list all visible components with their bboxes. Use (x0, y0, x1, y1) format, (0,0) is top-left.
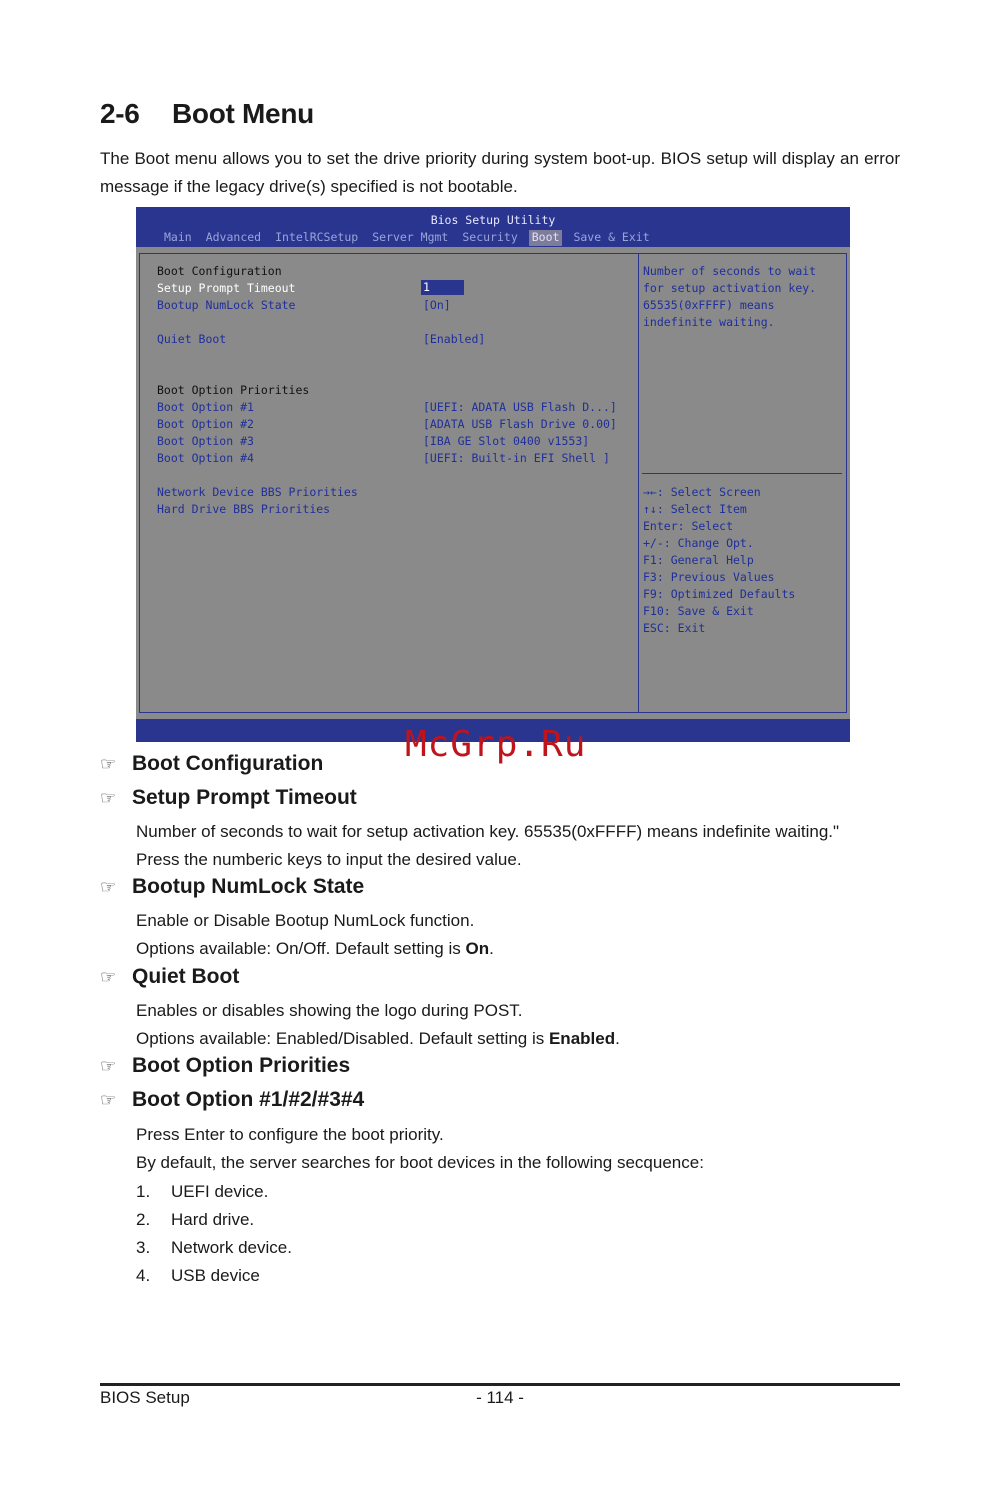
bios-menu-advanced[interactable]: Advanced (205, 230, 262, 244)
setup-prompt-description-1: Number of seconds to wait for setup activation key. 65535(0xFFFF) means indefinite waiting." (136, 822, 840, 841)
quiet-boot-description-2: Options available: Enabled/Disabled. Default setting is Enabled. (136, 1029, 620, 1048)
bios-boot-option-2-value[interactable]: [ADATA USB Flash Drive 0.00] (423, 417, 617, 431)
bios-key-change-opt: +/-: Change Opt. (643, 536, 754, 550)
bios-network-bbs-priorities[interactable]: Network Device BBS Priorities (157, 485, 358, 499)
footer-chapter: BIOS Setup (100, 1388, 190, 1407)
section-title: Boot Menu (172, 98, 314, 129)
bios-menu-security[interactable]: Security (462, 230, 518, 244)
quiet-boot-default-value: Enabled (548, 1029, 616, 1048)
heading-boot-option-numbers: ☞ Boot Option #1/#2/#3#4 (100, 1088, 365, 1111)
bios-boot-option-2-label[interactable]: Boot Option #2 (157, 417, 254, 431)
list-item: 2. Hard drive. (136, 1210, 255, 1229)
bios-key-f10: F10: Save & Exit (643, 604, 754, 618)
numlock-default-value: On (465, 939, 490, 958)
setup-prompt-description-2: Press the numberic keys to input the desired value. (136, 850, 522, 869)
boot-option-description-2: By default, the server searches for boot devices in the following secquence: (136, 1153, 704, 1172)
bios-boot-option-priorities: Boot Option Priorities (157, 383, 310, 397)
bios-menu-save-exit[interactable]: Save & Exit (573, 230, 650, 244)
bios-boot-option-4-label[interactable]: Boot Option #4 (157, 451, 254, 465)
bios-numlock-value[interactable]: [On] (423, 298, 451, 312)
heading-setup-prompt-timeout: ☞ Setup Prompt Timeout (100, 786, 357, 809)
bios-boot-option-4-value[interactable]: [UEFI: Built-in EFI Shell ] (423, 451, 610, 465)
list-item: 3. Network device. (136, 1238, 292, 1257)
bios-boot-option-3-label[interactable]: Boot Option #3 (157, 434, 254, 448)
bios-help-line-2: for setup activation key. (643, 281, 817, 295)
pointing-hand-icon: ☞ (100, 1090, 117, 1110)
bios-boot-option-1-label[interactable]: Boot Option #1 (157, 400, 254, 414)
bios-help-line-3: 65535(0xFFFF) means (643, 298, 775, 312)
bios-menu-intelrcsetup[interactable]: IntelRCSetup (275, 230, 359, 244)
bios-boot-configuration: Boot Configuration (157, 264, 282, 278)
heading-boot-configuration: ☞ Boot Configuration (100, 752, 324, 775)
list-item: 4. USB device (136, 1266, 260, 1285)
bios-menu-main[interactable]: Main (164, 230, 192, 244)
heading-boot-option-priorities: ☞ Boot Option Priorities (100, 1054, 351, 1077)
list-item: 1. UEFI device. (136, 1182, 269, 1201)
page-heading (100, 98, 314, 130)
heading-bootup-numlock-state: ☞ Bootup NumLock State (100, 875, 365, 898)
bios-menu-boot[interactable]: Boot (529, 230, 563, 246)
footer-rule (100, 1383, 900, 1386)
bios-key-select-item: ↑↓: Select Item (643, 502, 747, 516)
watermark: McGrp.Ru (405, 724, 587, 765)
bios-key-enter: Enter: Select (643, 519, 734, 533)
bios-setup-prompt-label[interactable]: Setup Prompt Timeout (157, 281, 296, 295)
bios-menu-bar (164, 230, 664, 246)
bios-menu-server-mgmt[interactable]: Server Mgmt (372, 230, 449, 244)
section-number: 2-6 (100, 98, 140, 129)
bios-key-select-screen: →←: Select Screen (643, 485, 761, 499)
bios-boot-option-1-value[interactable]: [UEFI: ADATA USB Flash D...] (423, 400, 617, 414)
bios-help-line-1: Number of seconds to wait (643, 264, 817, 278)
pointing-hand-icon: ☞ (100, 754, 117, 774)
bios-help-line-4: indefinite waiting. (643, 315, 775, 329)
bios-numlock-label[interactable]: Bootup NumLock State (157, 298, 296, 312)
bios-key-f3: F3: Previous Values (643, 570, 775, 584)
quiet-boot-description-1: Enables or disables showing the logo during POST. (136, 1001, 523, 1020)
bios-setup-prompt-value[interactable]: 1 (421, 280, 464, 295)
bios-key-esc: ESC: Exit (643, 621, 706, 635)
bios-screenshot (136, 207, 850, 742)
bios-title: Bios Setup Utility (430, 213, 556, 227)
boot-option-description-1: Press Enter to configure the boot priority. (136, 1125, 444, 1144)
bios-key-f9: F9: Optimized Defaults (643, 587, 796, 601)
intro-paragraph: The Boot menu allows you to set the drive priority during system boot-up. BIOS setup will display an error message if the legacy drive(s) specified is not bootable. (100, 149, 900, 196)
heading-quiet-boot: ☞ Quiet Boot (100, 965, 240, 988)
pointing-hand-icon: ☞ (100, 967, 117, 987)
pointing-hand-icon: ☞ (100, 877, 117, 897)
bios-quiet-boot-value[interactable]: [Enabled] (423, 332, 486, 346)
bios-hdd-bbs-priorities[interactable]: Hard Drive BBS Priorities (157, 502, 331, 516)
pointing-hand-icon: ☞ (100, 788, 117, 808)
numlock-description-2: Options available: On/Off. Default setting is On. (136, 939, 494, 958)
page-number: - 114 - (476, 1388, 524, 1407)
bios-help-divider (642, 473, 842, 474)
bios-vertical-divider (638, 253, 639, 713)
bios-boot-option-3-value[interactable]: [IBA GE Slot 0400 v1553] (423, 434, 590, 448)
pointing-hand-icon: ☞ (100, 1056, 117, 1076)
bios-key-f1: F1: General Help (643, 553, 754, 567)
numlock-description-1: Enable or Disable Bootup NumLock function. (136, 911, 475, 930)
bios-quiet-boot-label[interactable]: Quiet Boot (157, 332, 227, 346)
